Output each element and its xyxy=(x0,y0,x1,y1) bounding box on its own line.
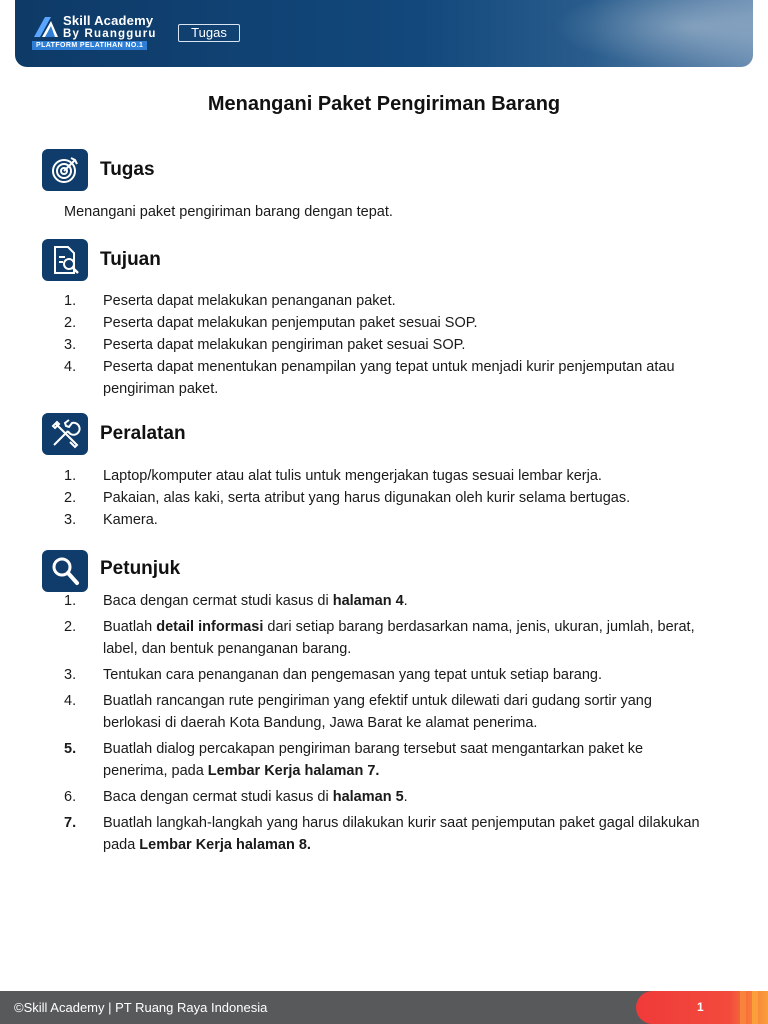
target-icon xyxy=(42,149,88,191)
list-text-bold: halaman 5 xyxy=(332,789,404,805)
list-text: Peserta dapat melakukan penanganan paket. xyxy=(103,293,396,309)
list-number: 3. xyxy=(64,512,77,528)
peralatan-list xyxy=(64,465,704,531)
list-number: 3. xyxy=(64,337,77,353)
list-text-part: . xyxy=(403,593,408,609)
list-text-bold: Lembar Kerja halaman 7. xyxy=(207,763,380,779)
list-item xyxy=(64,738,704,782)
list-item xyxy=(64,690,704,734)
list-item xyxy=(64,812,704,856)
list-text-bold: detail informasi xyxy=(156,619,264,635)
section-title-peralatan: Peralatan xyxy=(100,423,186,444)
petunjuk-list xyxy=(64,590,704,860)
section-title-petunjuk: Petunjuk xyxy=(100,558,181,579)
page-title: Menangani Paket Pengiriman Barang xyxy=(207,93,561,115)
list-text: Tentukan cara penanganan dan pengemasan yang tepat untuk setiap barang. xyxy=(103,667,603,683)
list-number: 6. xyxy=(64,789,77,805)
list-number: 1. xyxy=(64,468,77,484)
list-text-part: Baca dengan cermat studi kasus di xyxy=(103,789,333,805)
brand-name xyxy=(63,14,157,41)
list-text-bold: Lembar Kerja halaman 8. xyxy=(139,837,311,853)
skill-academy-logo-icon xyxy=(32,15,60,39)
header-banner xyxy=(15,0,753,67)
list-number: 3. xyxy=(64,667,77,683)
list-item xyxy=(64,616,704,660)
list-text-part: Buatlah dialog percakapan pengiriman barang tersebut saat mengantarkan paket ke penerima, pada xyxy=(103,741,644,779)
list-number: 2. xyxy=(64,315,77,331)
list-text: Peserta dapat melakukan pengiriman paket sesuai SOP. xyxy=(103,337,466,353)
footer-stripe xyxy=(740,991,746,1024)
list-number: 4. xyxy=(64,359,77,375)
list-item xyxy=(64,487,704,509)
list-item xyxy=(64,312,704,334)
page-number: 1 xyxy=(697,1000,704,1014)
brand-tagline: PLATFORM PELATIHAN NO.1 xyxy=(32,41,147,50)
magnifier-icon xyxy=(42,550,88,592)
section-title-tujuan: Tujuan xyxy=(100,249,161,270)
list-text: Kamera. xyxy=(103,512,158,528)
list-text: Buatlah rancangan rute pengiriman yang efektif untuk dilewati dari gudang sortir yang berlokasi di daerah Kota Bandung, Jawa Barat ke alamat penerima. xyxy=(103,693,652,731)
list-text: Peserta dapat melakukan penjemputan paket sesuai SOP. xyxy=(103,315,478,331)
list-text: Peserta dapat menentukan penampilan yang tepat untuk menjadi kurir penjemputan atau pengiriman paket. xyxy=(103,359,675,397)
footer-bar xyxy=(0,991,768,1024)
brand-line2: By Ruangguru xyxy=(63,28,157,40)
header-decoration xyxy=(553,0,753,67)
list-number: 4. xyxy=(64,693,77,709)
list-item xyxy=(64,290,704,312)
document-search-icon xyxy=(42,239,88,281)
list-item xyxy=(64,786,704,808)
list-number: 1. xyxy=(64,593,77,609)
list-number: 2. xyxy=(64,490,77,506)
list-text-part: dari setiap barang berdasarkan nama, jenis, ukuran, jumlah, berat, label, dan bentuk penanganan barang. xyxy=(103,619,695,657)
list-text-part: Baca dengan cermat studi kasus di xyxy=(103,593,333,609)
list-number: 2. xyxy=(64,619,77,635)
tugas-description: Menangani paket pengiriman barang dengan tepat. xyxy=(64,204,393,220)
list-number: 7. xyxy=(64,815,77,831)
footer-stripe xyxy=(752,991,758,1024)
list-text-part: Buatlah langkah-langkah yang harus dilakukan kurir saat penjemputan paket gagal dilakukan pada xyxy=(103,815,700,853)
footer-copyright: ©Skill Academy | PT Ruang Raya Indonesia xyxy=(14,1000,268,1015)
list-text: Laptop/komputer atau alat tulis untuk mengerjakan tugas sesuai lembar kerja. xyxy=(103,468,602,484)
list-item xyxy=(64,509,704,531)
brand-line1: Skill Academy xyxy=(63,13,154,28)
list-text: Pakaian, alas kaki, serta atribut yang harus digunakan oleh kurir selama bertugas. xyxy=(103,490,631,506)
list-item xyxy=(64,590,704,612)
list-item xyxy=(64,334,704,356)
list-text-part: Buatlah xyxy=(103,619,157,635)
list-number: 5. xyxy=(64,741,77,757)
tools-icon xyxy=(42,413,88,455)
list-item xyxy=(64,664,704,686)
list-text-bold: halaman 4 xyxy=(332,593,404,609)
list-item xyxy=(64,356,704,400)
section-title-tugas: Tugas xyxy=(100,159,155,180)
list-number: 1. xyxy=(64,293,77,309)
tujuan-list xyxy=(64,290,704,400)
list-item xyxy=(64,465,704,487)
document-type-tag: Tugas xyxy=(178,24,240,42)
list-text-part: . xyxy=(403,789,408,805)
